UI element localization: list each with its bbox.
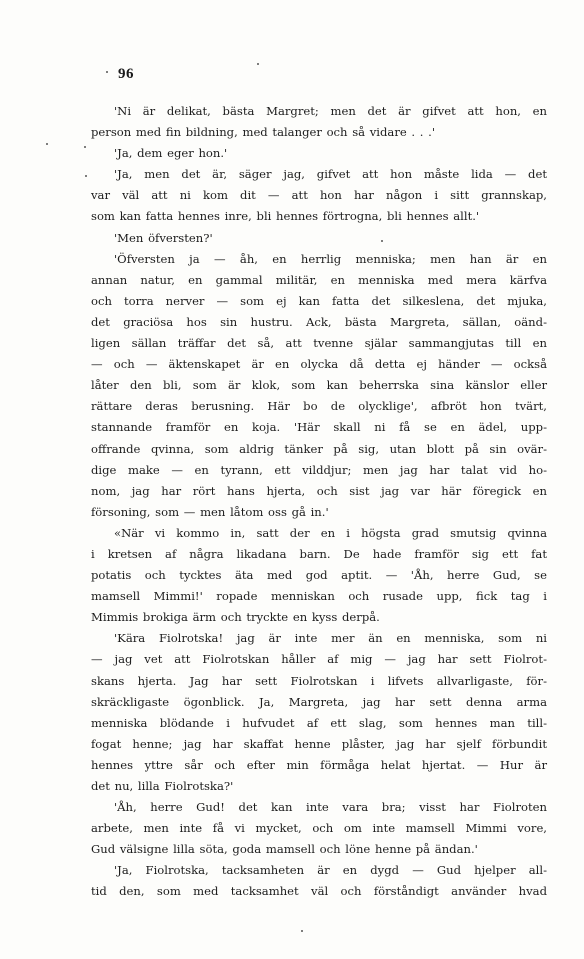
text-line: 'Åh, herre Gud! det kan inte vara bra; visst har Fiolroten <box>114 800 547 815</box>
ink-speck <box>301 930 303 932</box>
ink-speck <box>46 143 48 145</box>
text-line: skans hjerta. Jag har sett Fiolrotskan i lifvets allvarligaste, för- <box>91 673 547 688</box>
text-line: — och — äktenskapet är en olycka då detta ej händer — också <box>91 357 547 372</box>
text-line: potatis och tycktes äta med god aptit. — 'Åh, herre Gud, se <box>91 568 547 583</box>
text-line: 'Ja, men det är, säger jag, gifvet att hon måste lida — det <box>114 167 547 182</box>
text-line: 'Ni är delikat, bästa Margret; men det är gifvet att hon, en <box>114 104 547 118</box>
text-line: och torra nerver — som ej kan fatta det silkeslena, det mjuka, <box>91 293 547 308</box>
text-line: 'Men öfversten?' <box>114 230 213 245</box>
text-line: annan natur, en gammal militär, en menniska med mera kärfva <box>91 272 547 287</box>
text-line: hennes yttre sår och efter min förmåga helat hjertat. — Hur är <box>91 757 547 772</box>
text-line: person med fin bildning, med talanger och så vidare . . .' <box>91 125 436 140</box>
text-line: 'Kära Fiolrotska! jag är inte mer än en menniska, som ni <box>114 631 547 646</box>
text-line: tid den, som med tacksamhet väl och förståndigt använder hvad <box>91 884 547 899</box>
text-line: i kretsen af några likadana barn. De hade framför sig ett fat <box>91 546 547 561</box>
ink-speck <box>257 63 259 65</box>
text-line: 'Öfversten ja — åh, en herrlig menniska; men han är en <box>114 251 547 266</box>
text-line: mamsell Mimmi!' ropade menniskan och rusade upp, fick tag i <box>91 589 547 604</box>
text-line: «När vi kommo in, satt der en i högsta grad smutsig qvinna <box>114 525 547 540</box>
ink-speck <box>85 175 87 177</box>
text-line: fogat henne; jag har skaffat henne plåster, jag har sjelf förbundit <box>91 736 547 751</box>
text-line: som kan fatta hennes inre, bli hennes förtrogna, bli hennes allt.' <box>91 209 480 224</box>
text-line: Gud välsigne lilla söta, goda mamsell och löne henne på ändan.' <box>91 842 478 857</box>
text-line: nom, jag har rört hans hjerta, och sist jag var här föregick en <box>91 483 547 498</box>
page-number: 96 <box>118 66 134 82</box>
text-line: stannande framför en koja. 'Här skall ni få se en ädel, upp- <box>91 420 547 435</box>
text-line: menniska blödande i hufvudet af ett slag, som hennes man till- <box>91 715 547 730</box>
ink-speck <box>84 146 86 148</box>
text-line: låter den bli, som är klok, som kan beherrska sina känslor eller <box>91 378 547 393</box>
text-line: arbete, men inte få vi mycket, och om inte mamsell Mimmi vore, <box>91 821 547 836</box>
text-line: det graciösa hos sin hustru. Ack, bästa Margreta, sällan, oänd- <box>91 314 547 329</box>
text-line: skräckligaste ögonblick. Ja, Margreta, jag har sett denna arma <box>91 694 547 709</box>
ink-speck <box>106 71 108 73</box>
text-line: det nu, lilla Fiolrotska?' <box>91 779 234 793</box>
text-line: var väl att ni kom dit — att hon har någon i sitt grannskap, <box>91 188 547 203</box>
text-line: dige make — en tyrann, ett vilddjur; men jag har talat vid ho- <box>91 462 547 477</box>
text-line: 'Ja, Fiolrotska, tacksamheten är en dygd — Gud hjelper all- <box>114 863 547 878</box>
body-text <box>91 101 547 903</box>
text-line: ligen sällan träffar det så, att tvenne själar sammangjutas till en <box>91 336 547 351</box>
text-line: offrande qvinna, som aldrig tänker på sig, utan blott på sin ovär- <box>91 441 547 456</box>
text-line: rättare deras berusning. Här bo de olycklige', afbröt hon tvärt, <box>91 399 547 414</box>
text-line: Mimmis brokiga ärm och tryckte en kyss derpå. <box>91 610 380 625</box>
text-line: försoning, som — men låtom oss gå in.' <box>91 504 329 519</box>
text-line: — jag vet att Fiolrotskan håller af mig — jag har sett Fiolrot- <box>91 652 547 667</box>
text-line: 'Ja, dem eger hon.' <box>114 146 228 161</box>
